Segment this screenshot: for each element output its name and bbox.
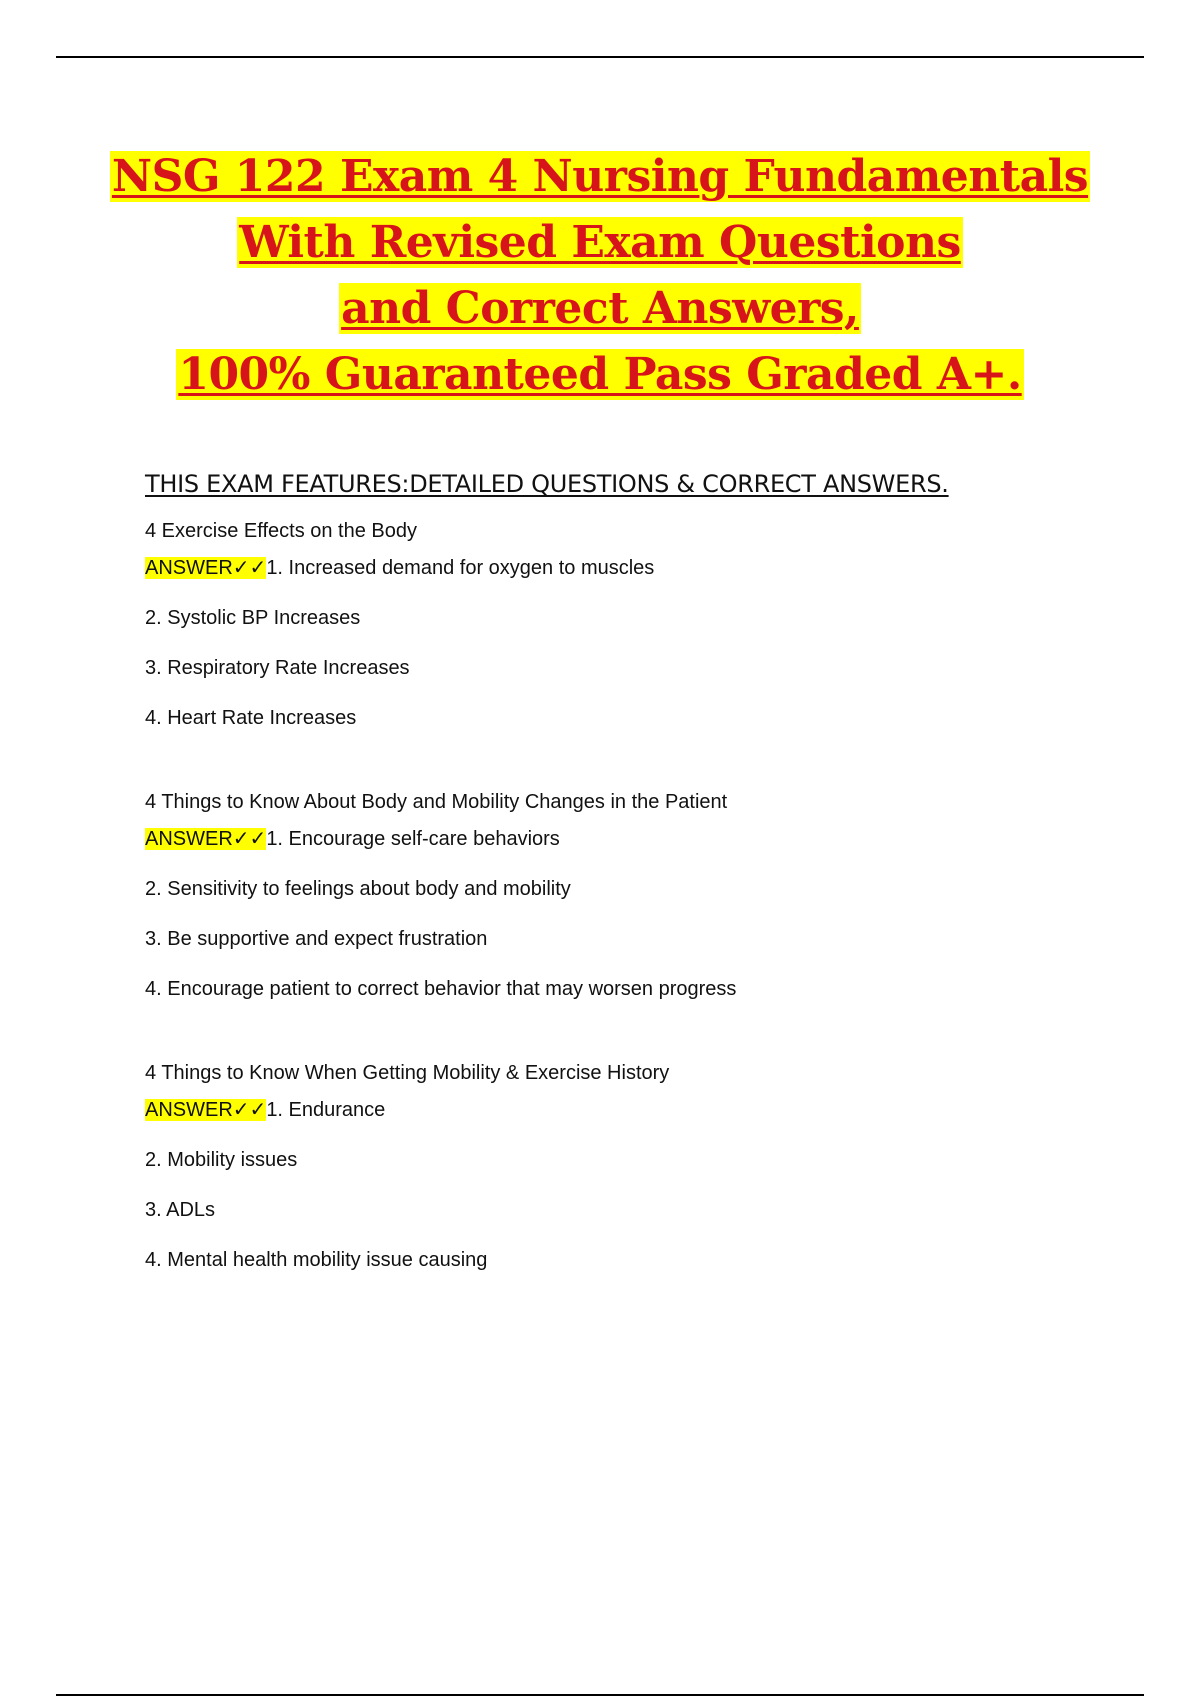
document-body xyxy=(145,470,1105,1331)
question-block xyxy=(145,789,1105,1002)
answer-item: 2. Systolic BP Increases xyxy=(145,607,361,629)
question-text: 4 Exercise Effects on the Body xyxy=(145,520,418,542)
answer-item: 2. Sensitivity to feelings about body and mobility xyxy=(145,878,571,900)
title-line: With Revised Exam Questions xyxy=(239,217,961,268)
answer-tag: ANSWER✓✓ xyxy=(145,557,267,579)
answer-tag: ANSWER✓✓ xyxy=(145,1099,267,1121)
title-line: 100% Guaranteed Pass Graded A+. xyxy=(178,349,1022,400)
answer-line xyxy=(145,555,1105,581)
question-block xyxy=(145,518,1105,731)
question-block xyxy=(145,1060,1105,1273)
answer-item: 4. Mental health mobility issue causing xyxy=(145,1249,488,1271)
footer-rule xyxy=(56,1694,1144,1696)
header-rule xyxy=(56,56,1144,58)
title-line: and Correct Answers, xyxy=(341,283,859,334)
question-text: 4 Things to Know When Getting Mobility & Exercise History xyxy=(145,1062,670,1084)
title-line: NSG 122 Exam 4 Nursing Fundamentals xyxy=(111,151,1089,202)
answer-item: 3. Be supportive and expect frustration xyxy=(145,928,488,950)
answer-item: 3. Respiratory Rate Increases xyxy=(145,657,410,679)
answer-text: 1. Encourage self-care behaviors xyxy=(266,828,560,850)
features-heading: THIS EXAM FEATURES:DETAILED QUESTIONS & CORRECT ANSWERS. xyxy=(145,470,949,498)
answer-text: 1. Increased demand for oxygen to muscles xyxy=(266,557,655,579)
answer-text: 1. Endurance xyxy=(266,1099,386,1121)
answer-item: 4. Heart Rate Increases xyxy=(145,707,357,729)
question-text: 4 Things to Know About Body and Mobility Changes in the Patient xyxy=(145,791,728,813)
answer-line xyxy=(145,826,1105,852)
answer-item: 4. Encourage patient to correct behavior that may worsen progress xyxy=(145,978,737,1000)
answer-item: 2. Mobility issues xyxy=(145,1149,298,1171)
answer-line xyxy=(145,1097,1105,1123)
answer-item: 3. ADLs xyxy=(145,1199,216,1221)
document-title xyxy=(0,144,1200,408)
answer-tag: ANSWER✓✓ xyxy=(145,828,267,850)
